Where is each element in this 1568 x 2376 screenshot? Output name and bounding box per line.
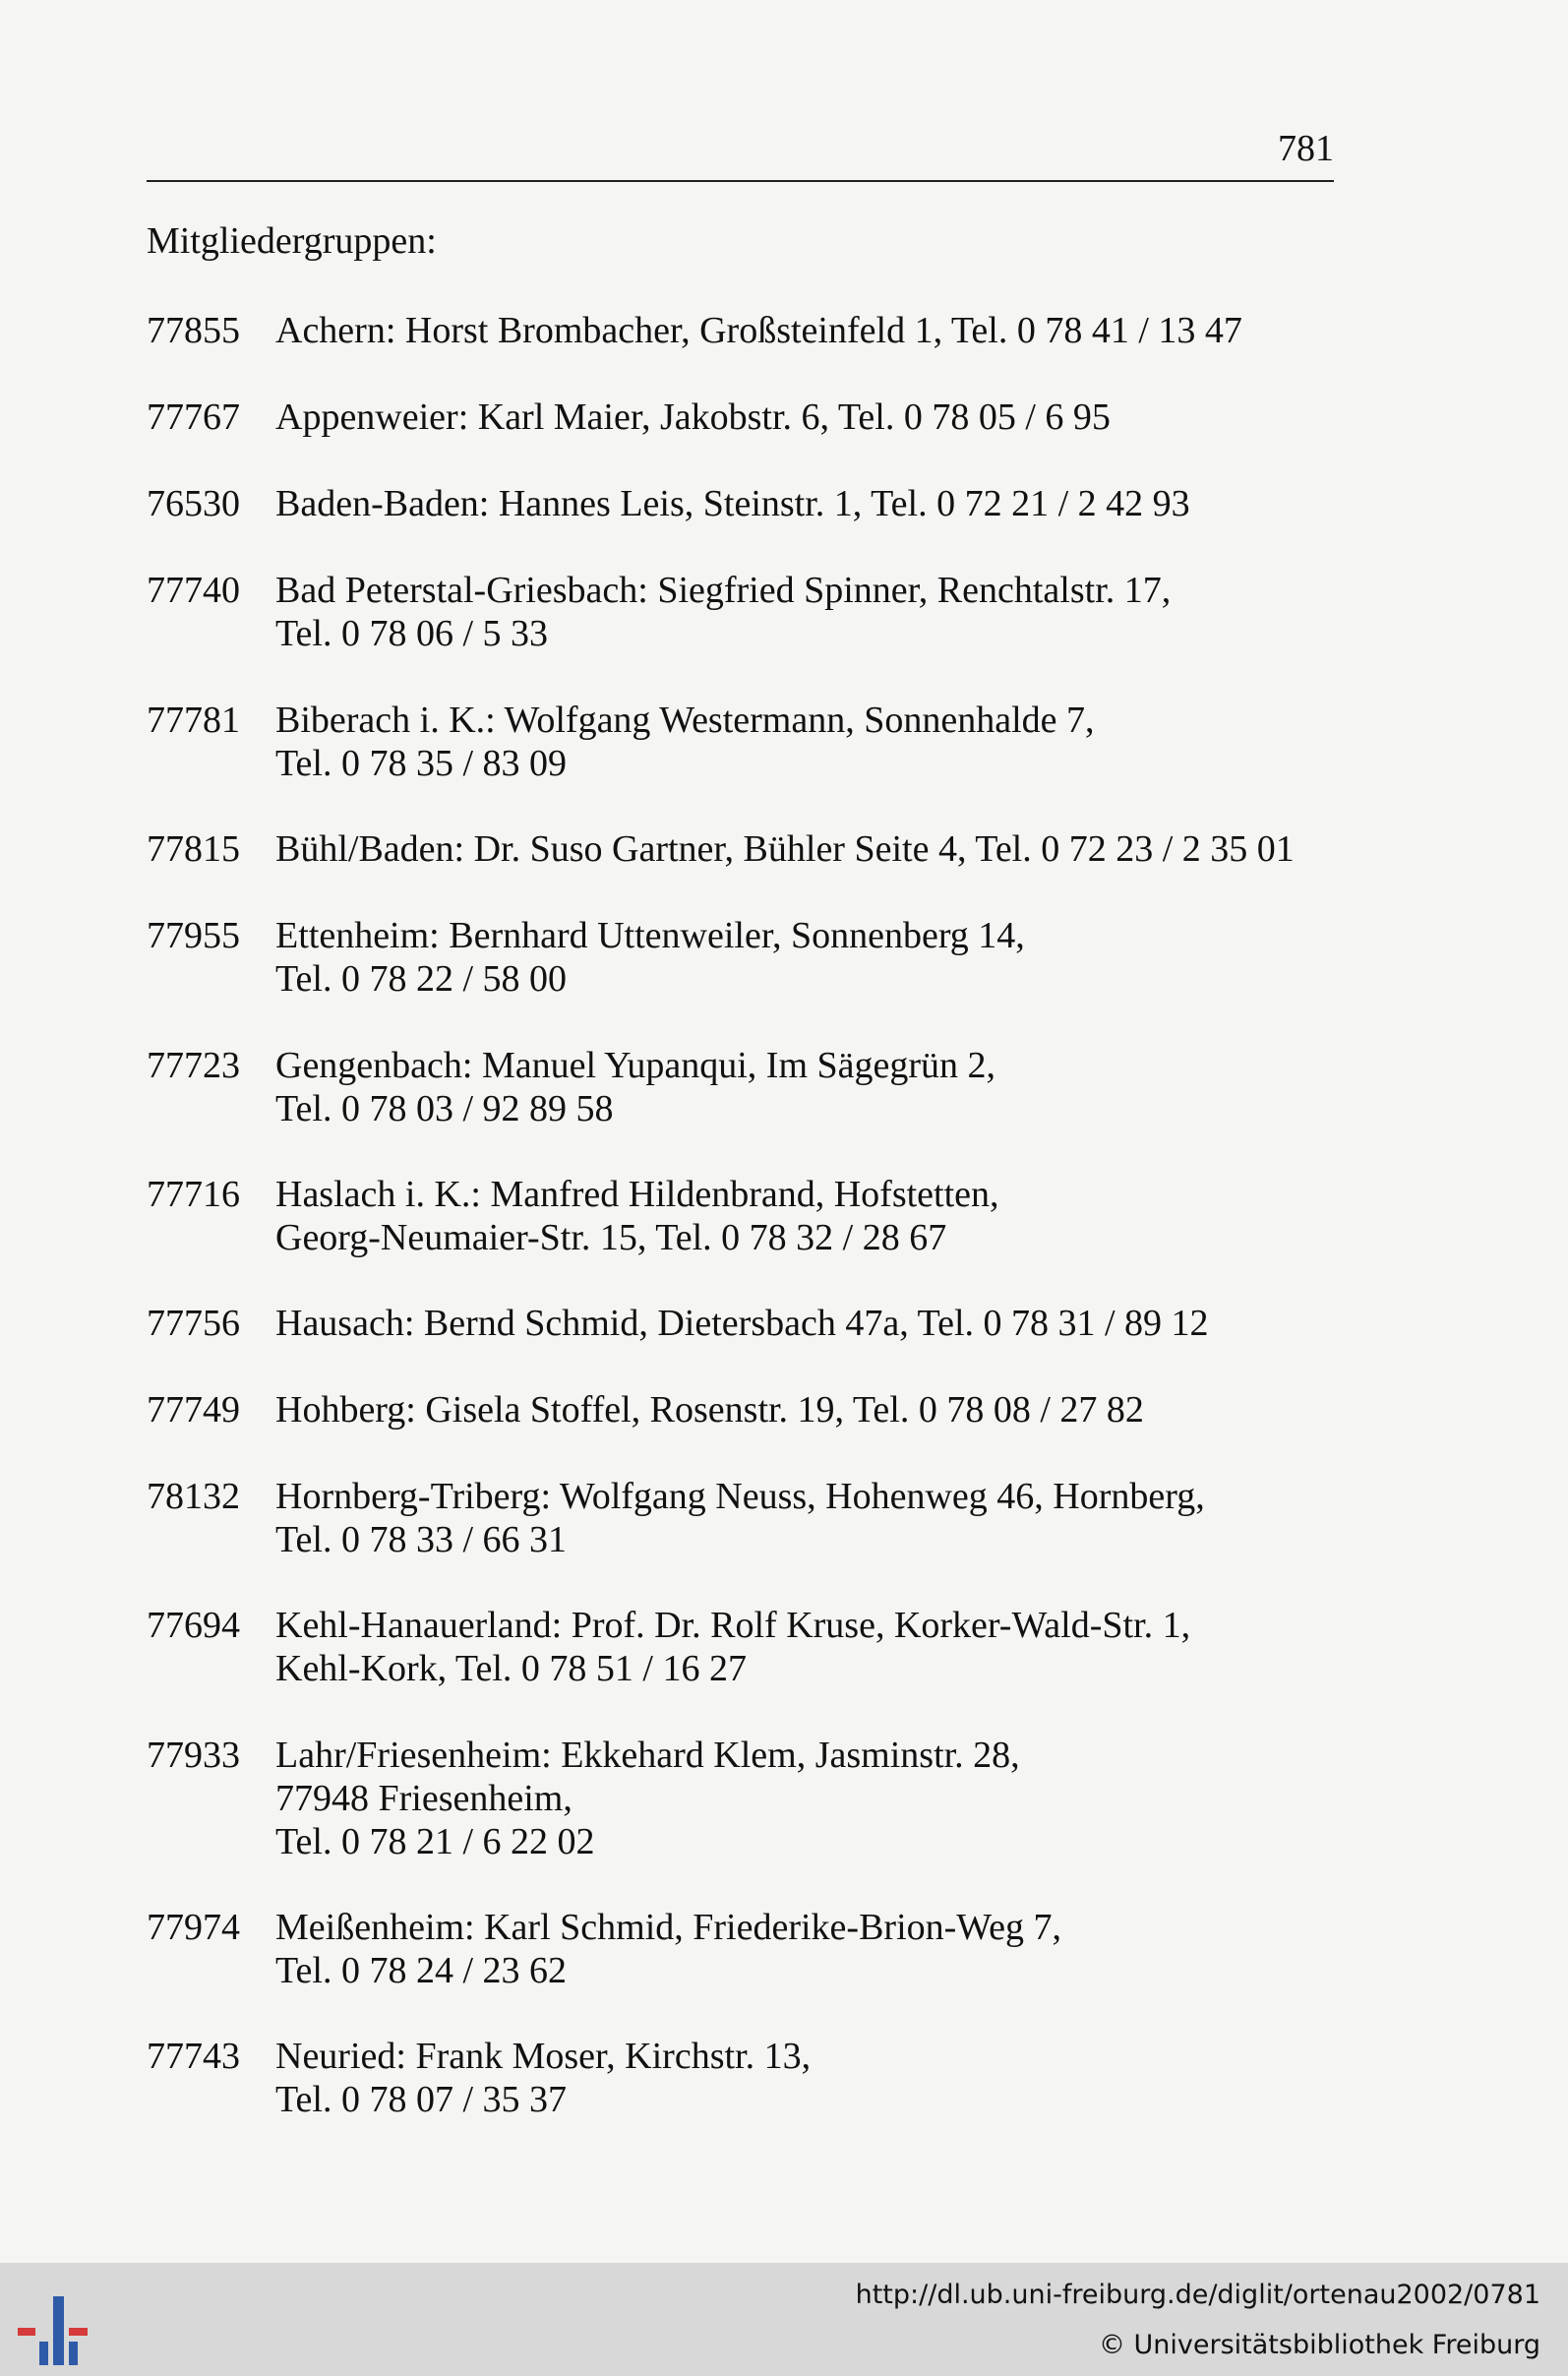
entry-line: 77948 Friesenheim, [275, 1778, 573, 1819]
entry-line: Tel. 0 78 33 / 66 31 [275, 1519, 568, 1560]
postal-code: 77781 [147, 700, 240, 741]
entry-line: Lahr/Friesenheim: Ekkehard Klem, Jasminstr. 28, [275, 1735, 1020, 1776]
postal-code: 77815 [147, 828, 240, 870]
entry-text [275, 482, 1367, 525]
entry-line: Tel. 0 78 24 / 23 62 [275, 1950, 568, 1991]
entry-text [275, 914, 1367, 1001]
entry-line: Neuried: Frank Moser, Kirchstr. 13, [275, 2036, 812, 2077]
entry-text [275, 699, 1367, 785]
ub-freiburg-logo-icon [18, 2290, 100, 2369]
entry-text [275, 1604, 1367, 1690]
postal-code: 77716 [147, 1174, 240, 1215]
entry-line: Bühl/Baden: Dr. Suso Gartner, Bühler Seite 4, Tel. 0 72 23 / 2 35 01 [275, 828, 1295, 870]
entry-line: Georg-Neumaier-Str. 15, Tel. 0 78 32 / 28 67 [275, 1217, 947, 1258]
entry-text [275, 827, 1367, 871]
entry-text [275, 569, 1367, 655]
entry-line: Gengenbach: Manuel Yupanqui, Im Sägegrün 2, [275, 1045, 996, 1086]
entry-line: Bad Peterstal-Griesbach: Siegfried Spinner, Renchtalstr. 17, [275, 570, 1172, 611]
entry-line: Tel. 0 78 35 / 83 09 [275, 743, 568, 784]
entry-text [275, 1906, 1367, 1992]
entry-line: Appenweier: Karl Maier, Jakobstr. 6, Tel. 0 78 05 / 6 95 [275, 396, 1111, 438]
postal-code: 77756 [147, 1303, 240, 1344]
entry-text [275, 1044, 1367, 1130]
entry-line: Tel. 0 78 03 / 92 89 58 [275, 1088, 614, 1129]
entry-text [275, 1302, 1367, 1345]
entry-line: Achern: Horst Brombacher, Großsteinfeld 1, Tel. 0 78 41 / 13 47 [275, 310, 1242, 351]
entry-text [275, 1173, 1367, 1259]
entry-line: Kehl-Hanauerland: Prof. Dr. Rolf Kruse, Korker-Wald-Str. 1, [275, 1605, 1191, 1646]
postal-code: 77933 [147, 1735, 240, 1776]
entry-line: Baden-Baden: Hannes Leis, Steinstr. 1, Tel. 0 72 21 / 2 42 93 [275, 483, 1190, 524]
postal-code: 78132 [147, 1476, 240, 1517]
entry-line: Hornberg-Triberg: Wolfgang Neuss, Hohenweg 46, Hornberg, [275, 1476, 1205, 1517]
entry-text [275, 396, 1367, 439]
entry-line: Biberach i. K.: Wolfgang Westermann, Sonnenhalde 7, [275, 700, 1095, 741]
postal-code: 77694 [147, 1605, 240, 1646]
entry-line: Tel. 0 78 06 / 5 33 [275, 613, 549, 654]
entry-line: Tel. 0 78 07 / 35 37 [275, 2079, 568, 2120]
entry-text [275, 1388, 1367, 1432]
entry-line: Tel. 0 78 22 / 58 00 [275, 958, 568, 1000]
postal-code: 77749 [147, 1389, 240, 1431]
entry-text [275, 1475, 1367, 1561]
entry-line: Hohberg: Gisela Stoffel, Rosenstr. 19, Tel. 0 78 08 / 27 82 [275, 1389, 1144, 1431]
entry-text [275, 309, 1367, 352]
entry-line: Kehl-Kork, Tel. 0 78 51 / 16 27 [275, 1648, 747, 1689]
entry-line: Ettenheim: Bernhard Uttenweiler, Sonnenberg 14, [275, 915, 1025, 956]
entry-text [275, 2035, 1367, 2121]
entry-text [275, 1734, 1367, 1863]
digital-copy-link[interactable]: http://dl.ub.uni-freiburg.de/diglit/ortenau2002/0781 [855, 2280, 1540, 2310]
postal-code: 77767 [147, 396, 240, 438]
postal-code: 77974 [147, 1907, 240, 1948]
postal-code: 77955 [147, 915, 240, 956]
page-number: 781 [1278, 128, 1334, 169]
entry-line: Haslach i. K.: Manfred Hildenbrand, Hofstetten, [275, 1174, 999, 1215]
section-title: Mitgliedergruppen: [147, 220, 437, 262]
entry-line: Tel. 0 78 21 / 6 22 02 [275, 1821, 595, 1862]
postal-code: 77723 [147, 1045, 240, 1086]
postal-code: 76530 [147, 483, 240, 524]
postal-code: 77743 [147, 2036, 240, 2077]
entry-line: Meißenheim: Karl Schmid, Friederike-Brion-Weg 7, [275, 1907, 1061, 1948]
copyright-notice: © Universitätsbibliothek Freiburg [1098, 2330, 1540, 2360]
header-rule [147, 180, 1334, 182]
entry-line: Hausach: Bernd Schmid, Dietersbach 47a, Tel. 0 78 31 / 89 12 [275, 1303, 1209, 1344]
postal-code: 77740 [147, 570, 240, 611]
postal-code: 77855 [147, 310, 240, 351]
